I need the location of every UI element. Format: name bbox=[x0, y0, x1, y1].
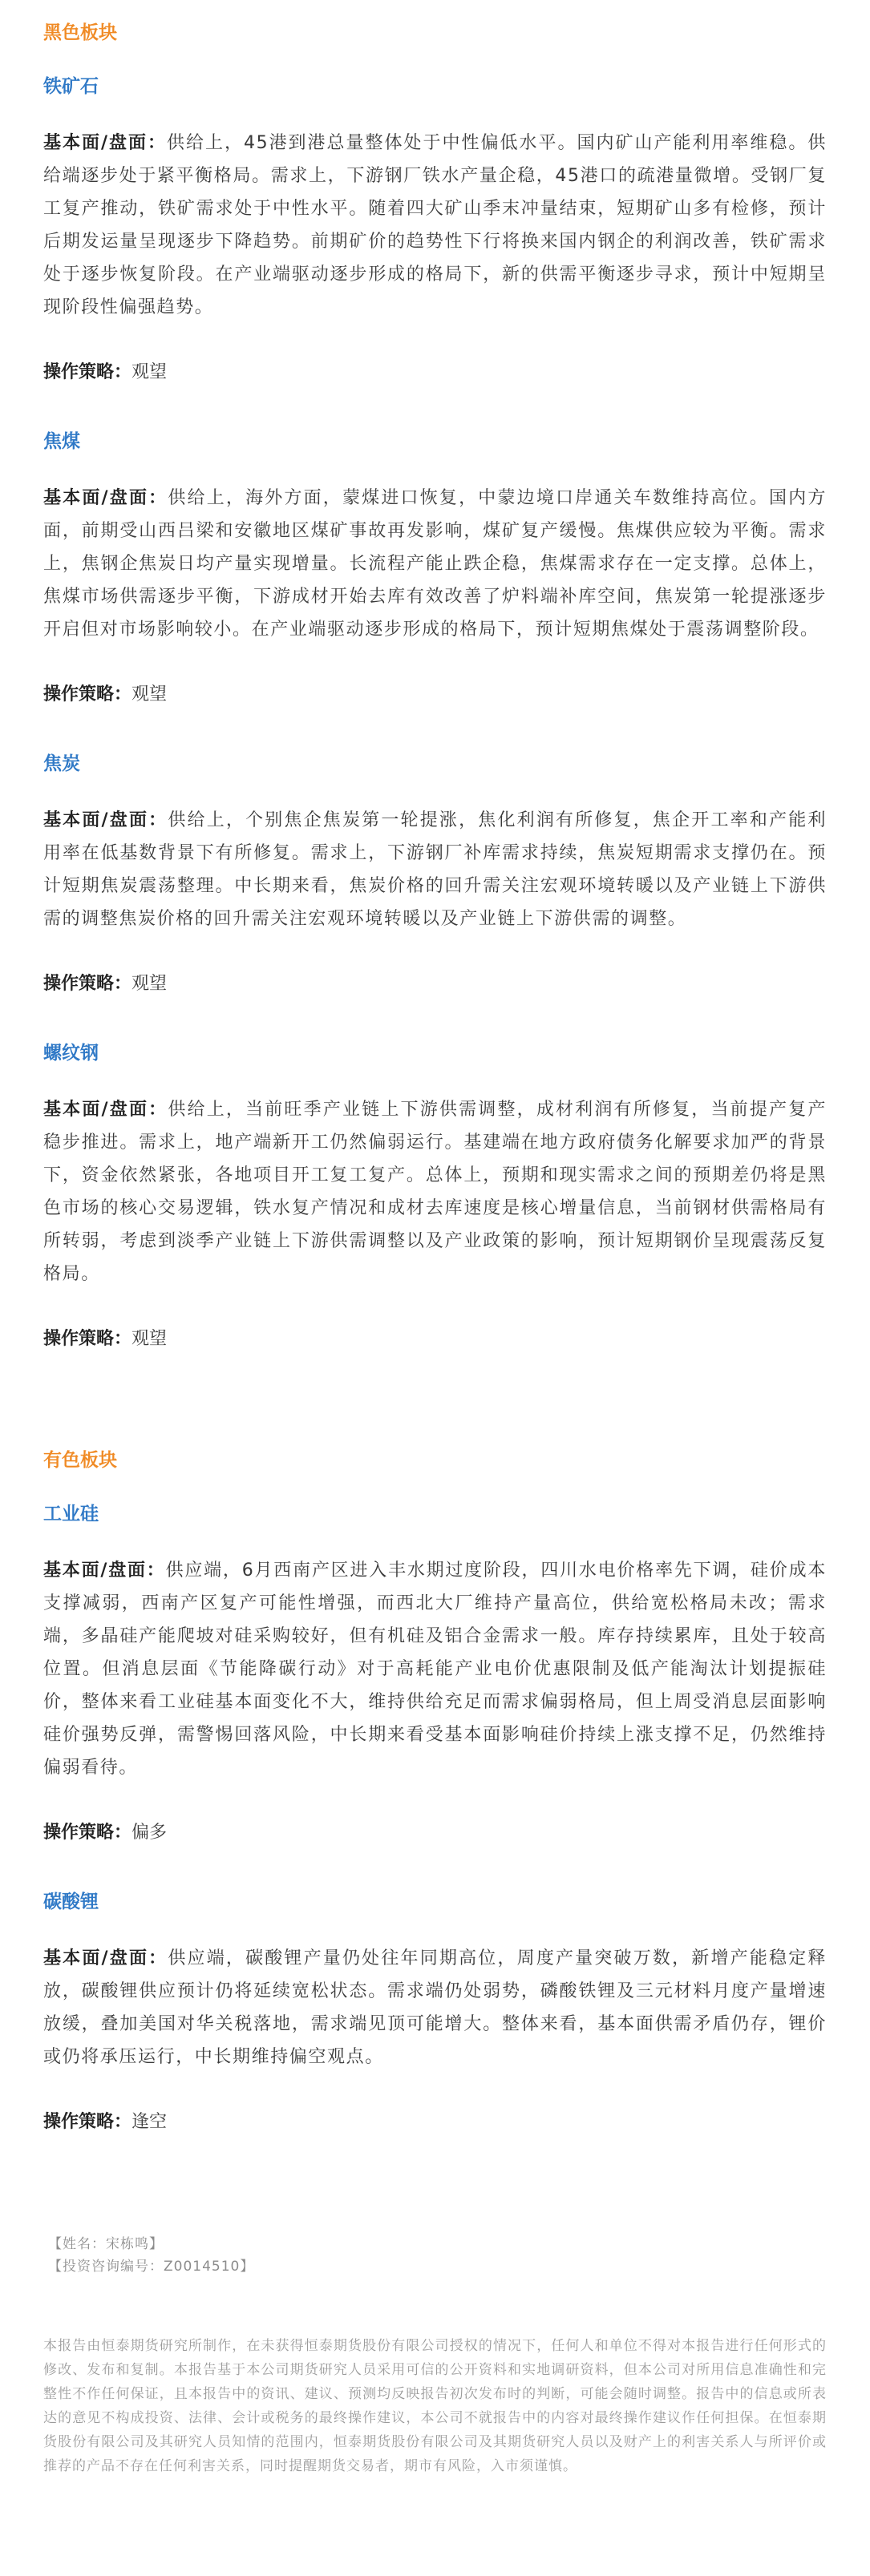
item-title-coking-coal: 焦煤 bbox=[43, 431, 80, 452]
fundamentals-text: 供应端，6月西南产区进入丰水期过度阶段，四川水电价格率先下调，硅价成本支撑减弱，西南产区复产可能性增强，而西北大厂维持产量高位，供给宽松格局未改；需求端，多晶硅产能爬坡对硅采购较好，但有机硅及铝合金需求一般。库存持续累库，且处于较高位置。但消息层面《节能降碳行动》对于高耗能产业电价优惠限制及低产能淘汰计划提振硅价，整体来看工业硅基本面变化不大，维持供给充足而需求偏弱格局，但上周受消息层面影响硅价强势反弹，需警惕回落风险，中长期来看受基本面影响硅价持续上涨支撑不足，仍然维持偏弱看待。 bbox=[43, 1561, 827, 1778]
strategy-lithium-carbonate bbox=[43, 2106, 827, 2138]
section-title-black: 黑色板块 bbox=[43, 22, 117, 43]
fundamentals-text: 供给上，45港到港总量整体处于中性偏低水平。国内矿山产能利用率维稳。供给端逐步处于紧平衡格局。需求上，下游钢厂铁水产量企稳，45港口的疏港量微增。受钢厂复工复产推动，铁矿需求处于中性水平。随着四大矿山季末冲量结束，短期矿山多有检修，预计后期发运量呈现逐步下降趋势。前期矿价的趋势性下行将换来国内钢企的利润改善，铁矿需求处于逐步恢复阶段。在产业端驱动逐步形成的格局下，新的供需平衡逐步寻求，预计中短期呈现阶段性偏强趋势。 bbox=[43, 133, 827, 317]
item-title-lithium-carbonate: 碳酸锂 bbox=[43, 1892, 99, 1912]
strategy-label: 操作策略： bbox=[43, 362, 132, 382]
fundamentals-label: 基本面/盘面： bbox=[43, 810, 168, 830]
strategy-coke bbox=[43, 967, 827, 1000]
strategy-industrial-silicon bbox=[43, 1816, 827, 1849]
fundamentals-rebar bbox=[43, 1093, 827, 1290]
strategy-rebar bbox=[43, 1322, 827, 1355]
item-title-rebar: 螺纹钢 bbox=[43, 1043, 99, 1064]
fundamentals-text: 供给上，海外方面，蒙煤进口恢复，中蒙边境口岸通关车数维持高位。国内方面，前期受山西吕梁和安徽地区煤矿事故再发影响，煤矿复产缓慢。焦煤供应较为平衡。需求上，焦钢企焦炭日均产量实现增量。长流程产能止跌企稳，焦煤需求存在一定支撑。总体上，焦煤市场供需逐步平衡，下游成材开始去库有效改善了炉料端补库空间，焦炭第一轮提涨逐步开启但对市场影响较小。在产业端驱动逐步形成的格局下，预计短期焦煤处于震荡调整阶段。 bbox=[43, 488, 827, 640]
strategy-label: 操作策略： bbox=[43, 684, 132, 705]
strategy-value: 观望 bbox=[132, 974, 168, 994]
section-title-nonferrous: 有色板块 bbox=[43, 1450, 117, 1471]
strategy-coking-coal bbox=[43, 678, 827, 711]
fundamentals-iron-ore bbox=[43, 127, 827, 324]
fundamentals-label: 基本面/盘面： bbox=[43, 1100, 168, 1120]
fundamentals-industrial-silicon bbox=[43, 1554, 827, 1784]
fundamentals-label: 基本面/盘面： bbox=[43, 133, 167, 153]
fundamentals-coke bbox=[43, 804, 827, 935]
author-license: 【投资咨询编号：Z0014510】 bbox=[48, 2259, 255, 2275]
author-block bbox=[43, 2233, 827, 2278]
item-title-coke: 焦炭 bbox=[43, 753, 80, 774]
strategy-label: 操作策略： bbox=[43, 974, 132, 994]
fundamentals-label: 基本面/盘面： bbox=[43, 1561, 166, 1581]
disclaimer: 本报告由恒泰期货研究所制作，在未获得恒泰期货股份有限公司授权的情况下，任何人和单位不得对本报告进行任何形式的修改、发布和复制。本报告基于本公司期货研究人员采用可信的公开资料和实地调研资料，但本公司对所用信息准确性和完整性不作任何保证，且本报告中的资讯、建议、预测均反映报告初次发布时的判断，可能会随时调整。报告中的信息或所表达的意见不构成投资、法律、会计或税务的最终操作建议，本公司不就报告中的内容对最终操作建议作任何担保。在恒泰期货股份有限公司及其研究人员知情的范围内，恒泰期货股份有限公司及其期货研究人员以及财产上的利害关系人与所评价或推荐的产品不存在任何利害关系，同时提醒期货交易者，期市有风险，入市须谨慎。 bbox=[43, 2338, 827, 2474]
fundamentals-coking-coal bbox=[43, 482, 827, 646]
strategy-value: 观望 bbox=[132, 1329, 168, 1349]
fundamentals-lithium-carbonate bbox=[43, 1942, 827, 2073]
strategy-label: 操作策略： bbox=[43, 1823, 132, 1843]
strategy-value: 逢空 bbox=[132, 2112, 168, 2132]
strategy-value: 观望 bbox=[132, 362, 168, 382]
fundamentals-text: 供应端，碳酸锂产量仍处往年同期高位，周度产量突破万数，新增产能稳定释放，碳酸锂供应预计仍将延续宽松状态。需求端仍处弱势，磷酸铁锂及三元材料月度产量增速放缓，叠加美国对华关税落地，需求端见顶可能增大。整体来看，基本面供需矛盾仍存，锂价或仍将承压运行，中长期维持偏空观点。 bbox=[43, 1948, 827, 2067]
strategy-label: 操作策略： bbox=[43, 1329, 132, 1349]
strategy-iron-ore bbox=[43, 356, 827, 389]
item-title-industrial-silicon: 工业硅 bbox=[43, 1504, 99, 1524]
fundamentals-text: 供给上，当前旺季产业链上下游供需调整，成材利润有所修复，当前提产复产稳步推进。需求上，地产端新开工仍然偏弱运行。基建端在地方政府债务化解要求加严的背景下，资金依然紧张，各地项目开工复工复产。总体上，预期和现实需求之间的预期差仍将是黑色市场的核心交易逻辑，铁水复产情况和成材去库速度是核心增量信息，当前钢材供需格局有所转弱，考虑到淡季产业链上下游供需调整以及产业政策的影响，预计短期钢价呈现震荡反复格局。 bbox=[43, 1100, 827, 1284]
fundamentals-label: 基本面/盘面： bbox=[43, 488, 168, 508]
item-title-iron-ore: 铁矿石 bbox=[43, 76, 99, 97]
strategy-label: 操作策略： bbox=[43, 2112, 132, 2132]
author-name: 【姓名：宋栋鸣】 bbox=[48, 2236, 164, 2252]
strategy-value: 偏多 bbox=[132, 1823, 168, 1843]
fundamentals-text: 供给上，个别焦企焦炭第一轮提涨，焦化利润有所修复，焦企开工率和产能利用率在低基数背景下有所修复。需求上，下游钢厂补库需求持续，焦炭短期需求支撑仍在。预计短期焦炭震荡整理。中长期来看，焦炭价格的回升需关注宏观环境转暖以及产业链上下游供需的调整焦炭价格的回升需关注宏观环境转暖以及产业链上下游供需的调整。 bbox=[43, 810, 827, 929]
fundamentals-label: 基本面/盘面： bbox=[43, 1948, 168, 1968]
strategy-value: 观望 bbox=[132, 684, 168, 705]
